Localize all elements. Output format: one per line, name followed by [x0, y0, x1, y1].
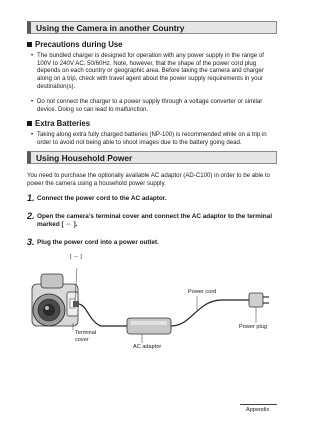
power-plug-label: Power plug — [239, 324, 267, 330]
bullet-item: • Taking along extra fully charged batteries (NP-100) is recommended while on a trip in order to avoid not being able to shoot images due to the battery going dead. — [31, 131, 267, 146]
step-3: 3. Plug the power cord into a power outlet. — [27, 237, 159, 247]
subheading-extra-batteries: Extra Batteries — [27, 119, 90, 128]
terminal-cover-label: Terminal cover — [75, 330, 97, 343]
bullet-item: • Do not connect the charger to a power supply through a voltage converter or similar device. Doing so can lead to malfunction. — [31, 98, 263, 113]
intro-paragraph: You need to purchase the optionally available AC adaptor (AD-C100) in order to be able to power the camera using a household power supply. — [27, 172, 271, 187]
bullet-item: • The bundled charger is designed for operation with any power supply in the range of 100V to 240V AC, 50/60Hz. Note, however, that the shape of the power cord plug depends on each country or geographic area. Before taking the camera and charger along on a trip, check with travel agent about the power supply requirements in your destination(s). — [31, 52, 264, 90]
ac-adaptor-illustration — [27, 250, 277, 350]
footer-divider — [240, 404, 277, 405]
power-plug-icon — [249, 293, 269, 307]
step-1: 1. Connect the power cord to the AC adaptor. — [27, 193, 167, 203]
ac-adaptor-label: AC adaptor — [133, 344, 162, 350]
ac-adaptor-icon — [127, 318, 171, 334]
section-header-another-country — [27, 21, 277, 34]
footer-section-name: Appendix — [246, 407, 270, 413]
step-2: 2. Open the camera’s terminal cover and connect the AC adaptor to the terminal marked [ ⇔ ]. — [27, 211, 272, 229]
section-title: Using the Camera in another Country — [36, 23, 185, 33]
section-title: Using Household Power — [36, 153, 133, 163]
terminal-mark-label: [ ⇔ ] — [70, 254, 82, 260]
section-header-household-power — [27, 151, 277, 164]
subheading-precautions: Precautions during Use — [27, 40, 123, 49]
power-cord-label: Power cord — [188, 289, 217, 295]
square-bullet-icon — [27, 42, 32, 47]
square-bullet-icon — [27, 121, 32, 126]
camera-icon — [32, 274, 78, 326]
